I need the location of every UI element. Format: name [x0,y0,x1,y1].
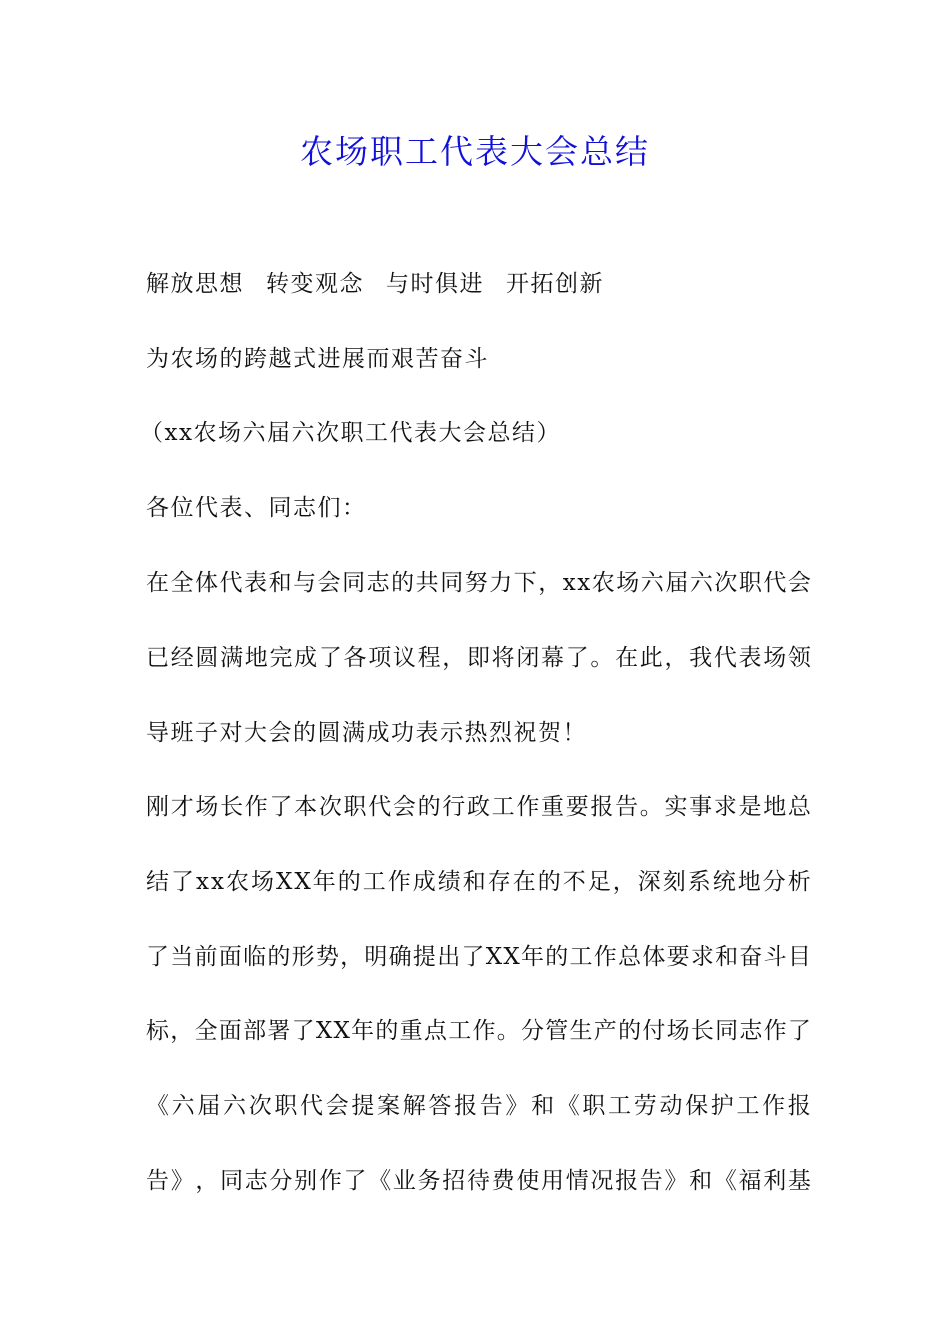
meeting-note: （xx农场六届六次职工代表大会总结） [140,420,561,446]
body-line: 标 ， 全 面 部 署 了 X X 年 的 重 点 工 作 。 分 管 生 产 的 付 场 长 同 志 作 了 [146,1018,811,1044]
slogan-item: 解放思想 [146,271,244,297]
document-title: 农场职工代表大会总结 [300,132,650,171]
body-line: 刚 才 场 长 作 了 本 次 职 代 会 的 行 政 工 作 重 要 报 告 。 实 事 求 是 地 总 [146,794,811,820]
body-line: 结 了 x x 农 场 X X 年 的 工 作 成 绩 和 存 在 的 不 足 ， 深 刻 系 统 地 分 析 [146,869,811,895]
subtitle: 为农场的跨越式进展而艰苦奋斗 [146,346,489,372]
body-line: 已 经 圆 满 地 完 成 了 各 项 议 程 ， 即 将 闭 幕 了 。 在 此 ， 我 代 表 场 领 [146,645,811,671]
slogan-item: 开拓创新 [506,271,604,297]
body-line: 导班子对大会的圆满成功表示热烈祝贺！ [146,720,587,746]
body-line: 了 当 前 面 临 的 形 势 ， 明 确 提 出 了 X X 年 的 工 作 总 体 要 求 和 奋 斗 目 [146,944,811,970]
slogan-item: 转变观念 [266,271,364,297]
body-line: 《 六 届 六 次 职 代 会 提 案 解 答 报 告 》 和 《 职 工 劳 动 保 护 工 作 报 [146,1093,811,1119]
body-line: 告 》 ， 同 志 分 别 作 了 《 业 务 招 待 费 使 用 情 况 报 告 》 和 《 福 利 基 [146,1168,811,1194]
body-line: 在 全 体 代 表 和 与 会 同 志 的 共 同 努 力 下 ， x x 农 场 六 届 六 次 职 代 会 [146,570,811,596]
slogan-line [146,268,811,300]
slogan-item: 与时俱进 [386,271,484,297]
salutation: 各位代表、同志们： [146,495,367,521]
